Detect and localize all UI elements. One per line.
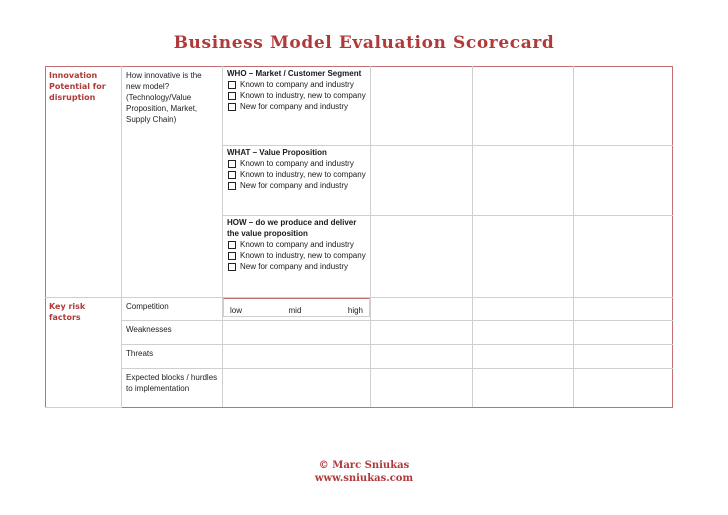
checkbox-option[interactable]: Known to industry, new to company bbox=[227, 169, 367, 180]
checkbox-option[interactable]: Known to industry, new to company bbox=[227, 250, 367, 261]
option-block-title: WHAT – Value Proposition bbox=[227, 148, 327, 157]
score-cell[interactable] bbox=[371, 146, 473, 216]
table-row-threats bbox=[46, 345, 673, 369]
option-block-how bbox=[223, 216, 371, 298]
score-cell[interactable] bbox=[371, 67, 473, 146]
score-cell[interactable] bbox=[574, 146, 673, 216]
scale-low[interactable]: low bbox=[230, 306, 243, 315]
checkbox-icon[interactable] bbox=[228, 103, 236, 111]
option-block-title: HOW – do we produce and deliver the value proposition bbox=[227, 218, 357, 238]
checkbox-icon[interactable] bbox=[228, 92, 236, 100]
checkbox-icon[interactable] bbox=[228, 81, 236, 89]
checkbox-icon[interactable] bbox=[228, 182, 236, 190]
website-link[interactable]: www.sniukas.com bbox=[314, 473, 414, 484]
score-cell[interactable] bbox=[473, 216, 574, 298]
checkbox-option[interactable]: New for company and industry bbox=[227, 261, 367, 272]
risk-row-label: Weaknesses bbox=[122, 321, 223, 345]
table-row-who bbox=[46, 67, 673, 146]
risk-row-label: Threats bbox=[122, 345, 223, 369]
scale-high[interactable]: high bbox=[347, 306, 363, 315]
score-cell[interactable] bbox=[574, 369, 673, 408]
checkbox-icon[interactable] bbox=[228, 263, 236, 271]
option-block-title: WHO – Market / Customer Segment bbox=[227, 69, 362, 78]
checkbox-icon[interactable] bbox=[228, 241, 236, 249]
option-block-who bbox=[223, 67, 371, 146]
score-cell[interactable] bbox=[371, 369, 473, 408]
score-cell[interactable] bbox=[223, 369, 371, 408]
risk-row-label: Competition bbox=[122, 298, 223, 321]
checkbox-option[interactable]: New for company and industry bbox=[227, 180, 367, 191]
score-cell[interactable] bbox=[574, 67, 673, 146]
score-cell[interactable] bbox=[371, 345, 473, 369]
scorecard-table bbox=[45, 66, 673, 408]
option-block-what bbox=[223, 146, 371, 216]
checkbox-option[interactable]: Known to company and industry bbox=[227, 158, 367, 169]
table-row-hurdles bbox=[46, 369, 673, 408]
score-cell[interactable] bbox=[371, 298, 473, 321]
page-title: Business Model Evaluation Scorecard bbox=[173, 33, 555, 53]
checkbox-option[interactable]: New for company and industry bbox=[227, 101, 367, 112]
innovation-label: Innovation Potential for disruption bbox=[46, 67, 122, 298]
checkbox-icon[interactable] bbox=[228, 252, 236, 260]
score-cell[interactable] bbox=[473, 67, 574, 146]
checkbox-option[interactable]: Known to industry, new to company bbox=[227, 90, 367, 101]
footer bbox=[0, 459, 728, 485]
score-cell[interactable] bbox=[473, 321, 574, 345]
scale-row bbox=[223, 298, 370, 317]
score-cell[interactable] bbox=[223, 321, 371, 345]
risk-label: Key risk factors bbox=[46, 298, 122, 408]
checkbox-option[interactable]: Known to company and industry bbox=[227, 79, 367, 90]
score-cell[interactable] bbox=[473, 146, 574, 216]
score-cell[interactable] bbox=[574, 345, 673, 369]
score-cell[interactable] bbox=[473, 369, 574, 408]
score-cell[interactable] bbox=[223, 345, 371, 369]
checkbox-icon[interactable] bbox=[228, 171, 236, 179]
checkbox-icon[interactable] bbox=[228, 160, 236, 168]
score-cell[interactable] bbox=[473, 298, 574, 321]
risk-row-label: Expected blocks / hurdles to implementation bbox=[122, 369, 223, 408]
score-cell[interactable] bbox=[371, 321, 473, 345]
checkbox-option[interactable]: Known to company and industry bbox=[227, 239, 367, 250]
table-row-weaknesses bbox=[46, 321, 673, 345]
table-row-competition bbox=[46, 298, 673, 321]
innovation-question: How innovative is the new model? (Technology/Value Proposition, Market, Supply Chain) bbox=[122, 67, 223, 298]
score-cell[interactable] bbox=[371, 216, 473, 298]
score-cell[interactable] bbox=[574, 216, 673, 298]
score-cell[interactable] bbox=[574, 321, 673, 345]
score-cell[interactable] bbox=[574, 298, 673, 321]
copyright-text: © Marc Sniukas bbox=[318, 460, 410, 471]
scale-mid[interactable]: mid bbox=[288, 306, 302, 315]
score-cell[interactable] bbox=[473, 345, 574, 369]
